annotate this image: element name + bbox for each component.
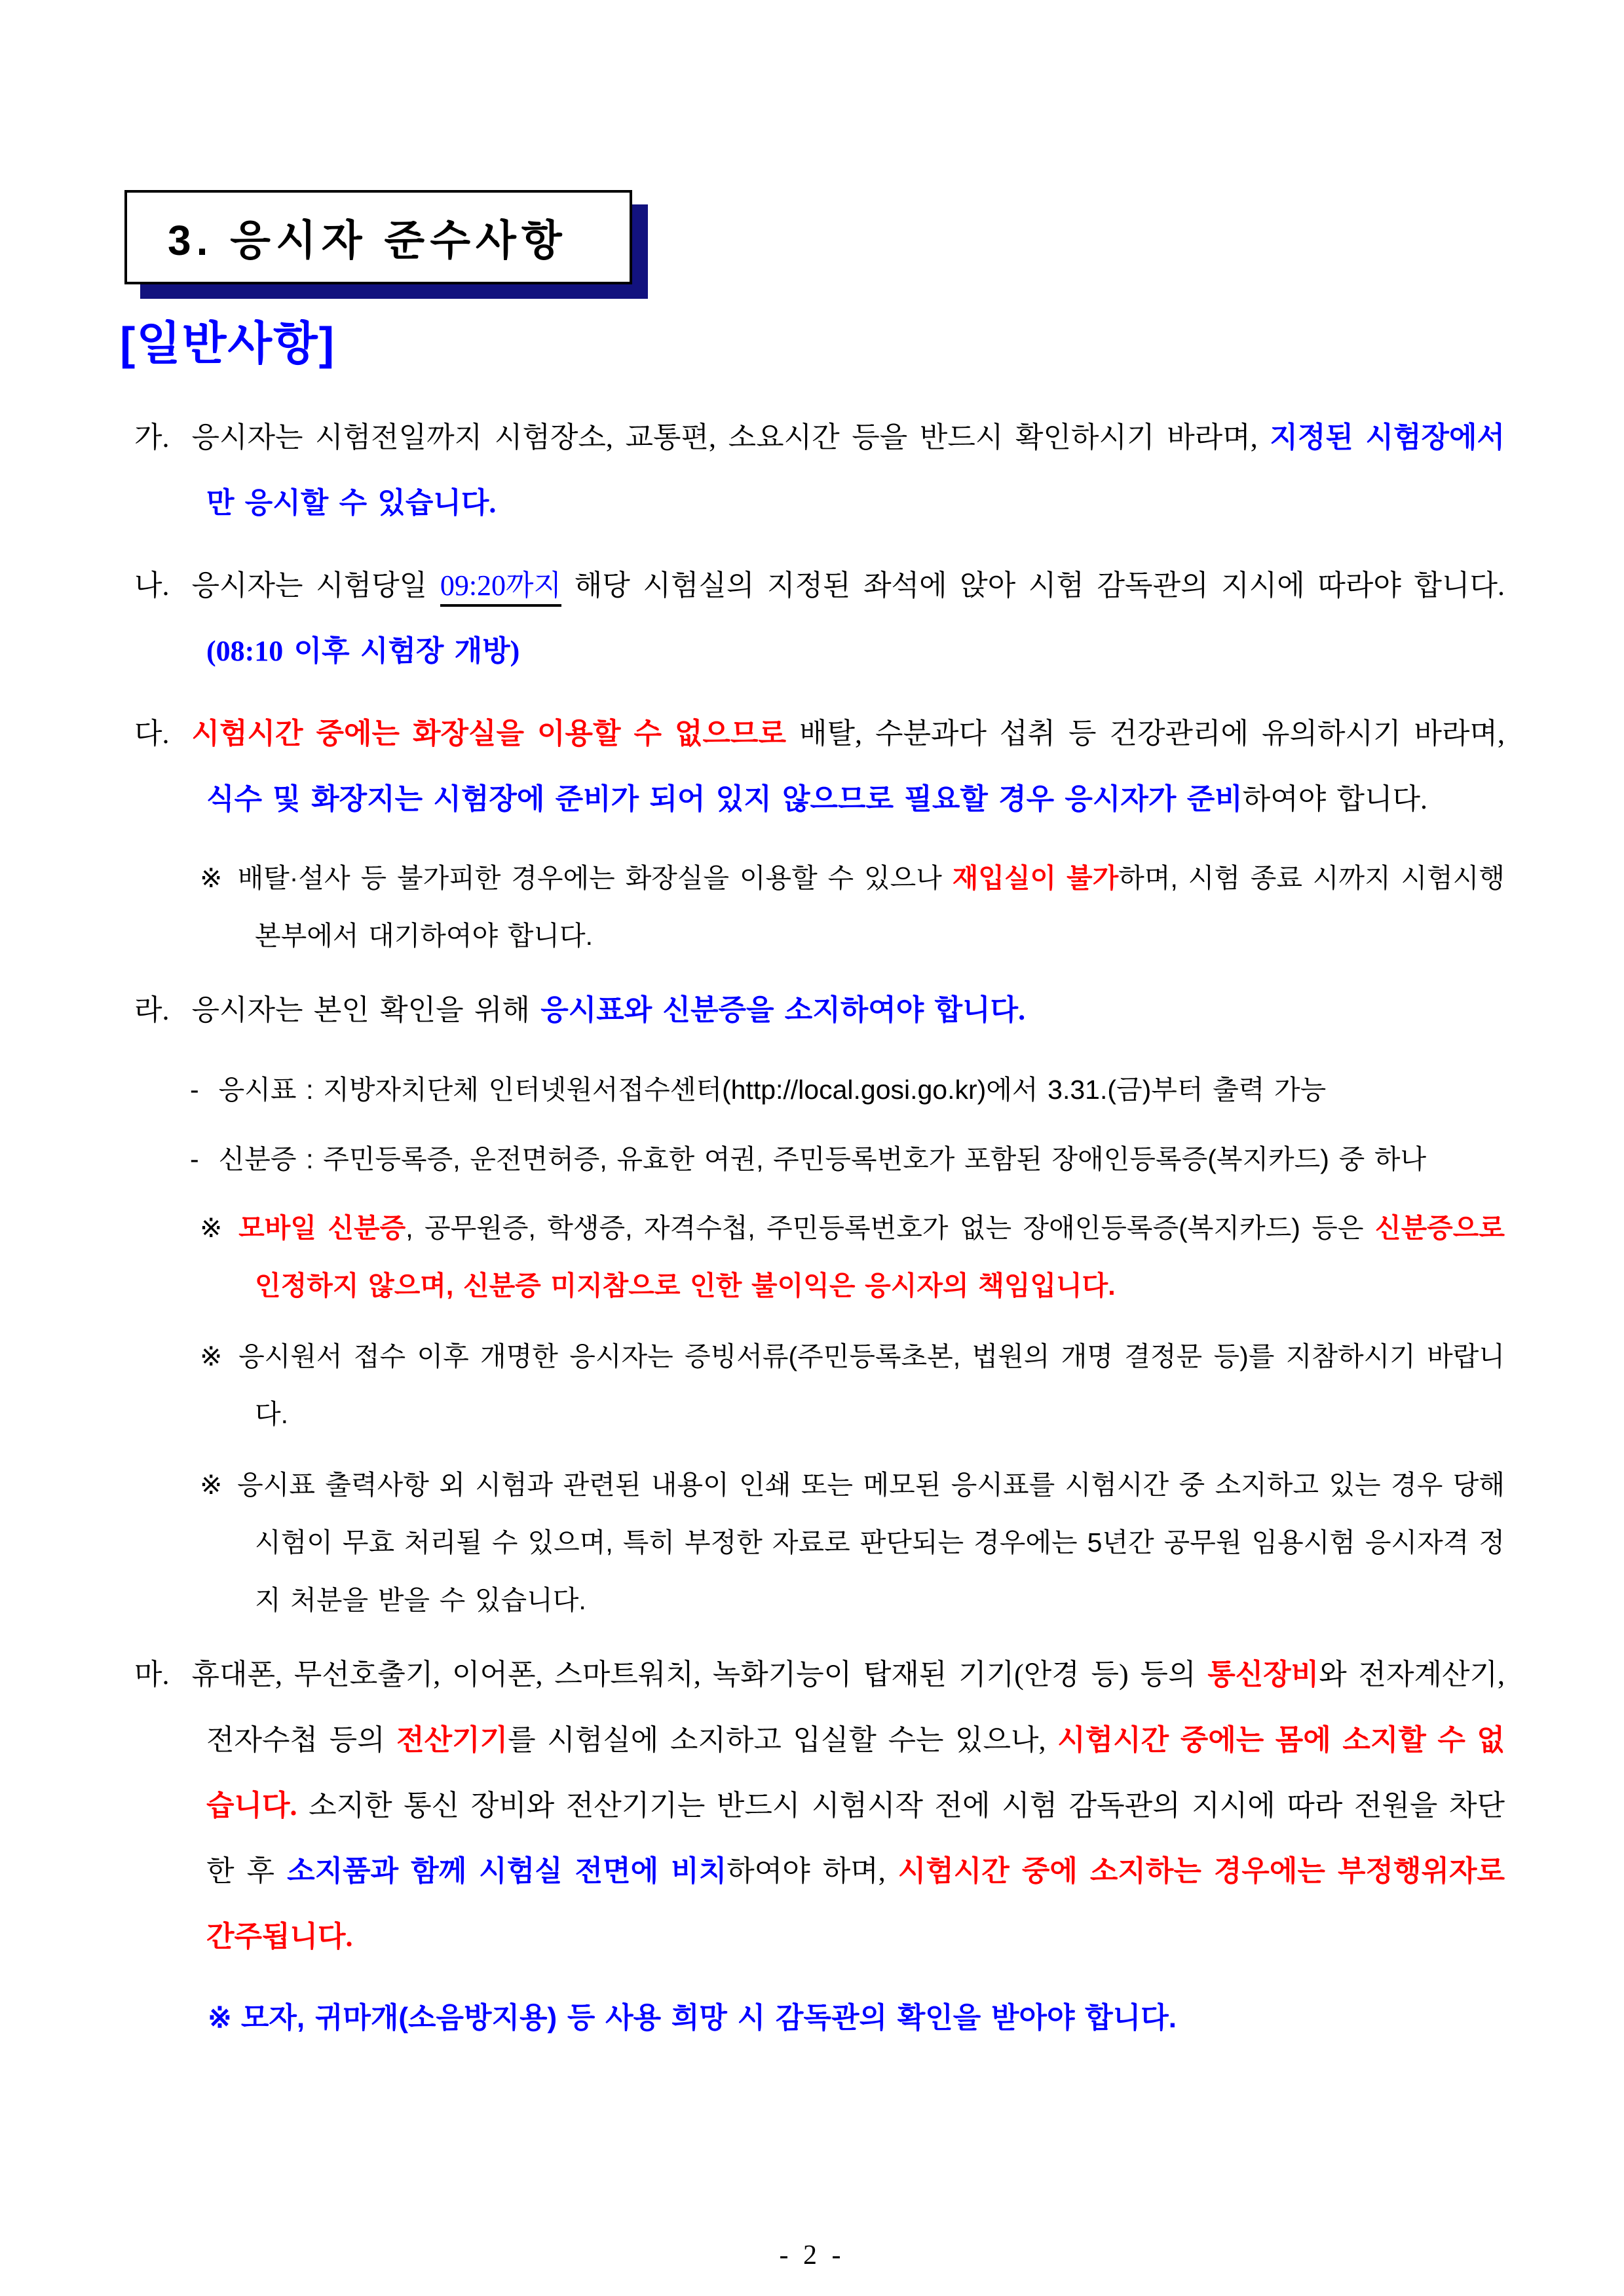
text-segment: 소지한 통신 장비와 전산기기는 반드시 시험시작 전에 시험 감독관의 지시에 따라 전원을 차단한 후 bbox=[206, 1789, 1505, 1887]
text-segment: 하여야 하며, bbox=[727, 1855, 898, 1887]
text-segment: 하며, 시험 종료 시까지 시험시행본부에서 대기하여야 합니다. bbox=[255, 863, 1505, 951]
note-printed-ticket bbox=[200, 1456, 1505, 1629]
text-segment: 응시자는 본인 확인을 위해 bbox=[191, 994, 541, 1026]
clause-ma-label: 마. bbox=[134, 1658, 170, 1691]
content-area bbox=[134, 405, 1505, 2050]
text-segment: 응시표 출력사항 외 시험과 관련된 내용이 인쇄 또는 메모된 응시표를 시험시간 중 소지하고 있는 경우 당해시험이 무효 처리될 수 있으며, 특히 부정한 자료로 판단되는 경우에는 5년간 공무원 임용시험 응시자격 정지 처분을 받을 수 있습니다. bbox=[237, 1470, 1505, 1615]
text-segment: 휴대폰, 무선호출기, 이어폰, 스마트워치, 녹화기능이 탑재된 기기(안경 등) 등의 bbox=[191, 1658, 1208, 1691]
text-segment: 지정된 시험장에서만 응시할 수 있습니다. bbox=[206, 421, 1505, 519]
clause-da-text bbox=[192, 718, 1505, 815]
section-title-box bbox=[124, 190, 632, 284]
text-segment: 응시원서 접수 이후 개명한 응시자는 증빙서류(주민등록초본, 법원의 개명 결정문 등)를 지참하시기 바랍니다. bbox=[238, 1341, 1505, 1429]
section-title: 3. 응시자 준수사항 bbox=[168, 217, 567, 264]
note-printed-ticket-text bbox=[237, 1470, 1505, 1615]
subitem-id-card bbox=[190, 1130, 1505, 1189]
clause-ma bbox=[134, 1642, 1505, 1970]
text-segment: 응시표 : 지방자치단체 인터넷원서접수센터(http://local.gosi.go.kr)에서 3.31.(금)부터 출력 가능 bbox=[218, 1075, 1327, 1105]
text-segment: 응시표와 신분증을 소지하여야 합니다. bbox=[540, 994, 1026, 1026]
text-segment: 시험시간 중에 소지하는 경우에는 부정행위자로 간주됩니다. bbox=[206, 1855, 1505, 1953]
text-segment: 하여야 합니다. bbox=[1242, 783, 1428, 815]
page-number: - 2 - bbox=[779, 2240, 845, 2270]
text-segment: 통신장비 bbox=[1207, 1658, 1319, 1691]
text-segment: 시험시간 중에는 화장실을 이용할 수 없으므로 bbox=[191, 718, 787, 750]
text-segment: 신분증 : 주민등록증, 운전면허증, 유효한 여권, 주민등록번호가 포함된 장애인등록증(복지카드) 중 하나 bbox=[218, 1144, 1427, 1174]
text-segment: 소지품과 함께 시험실 전면에 비치 bbox=[287, 1855, 727, 1887]
note-marker: ※ bbox=[200, 1341, 225, 1371]
subitem-id-card-text bbox=[219, 1144, 1426, 1174]
clause-ga-label: 가. bbox=[134, 421, 170, 453]
clause-ma-text bbox=[192, 1658, 1505, 1953]
clause-ga bbox=[134, 405, 1505, 536]
subsection-heading: [일반사항] bbox=[120, 318, 336, 369]
note-hat-earplug bbox=[208, 1987, 1505, 2050]
text-segment: 신분증으로 인정하지 않으며, 신분증 미지참으로 인한 불이익은 응시자의 책임입니다. bbox=[255, 1213, 1505, 1301]
text-segment: 모바일 신분증 bbox=[238, 1213, 406, 1243]
text-segment: 를 시험실에 소지하고 입실할 수는 있으나, bbox=[508, 1724, 1058, 1756]
subitem-dash: - bbox=[190, 1144, 199, 1174]
text-segment: 배탈·설사 등 불가피한 경우에는 화장실을 이용할 수 있으나 bbox=[237, 863, 953, 893]
subitem-exam-ticket-text bbox=[219, 1075, 1327, 1105]
text-segment: 전산기기 bbox=[396, 1724, 508, 1756]
clause-ga-text bbox=[192, 421, 1505, 519]
text-segment: 응시자는 시험전일까지 시험장소, 교통편, 소요시간 등을 반드시 확인하시기 바라며, bbox=[191, 421, 1270, 453]
clause-da-label: 다. bbox=[134, 718, 170, 750]
note-marker: ※ bbox=[200, 1470, 223, 1500]
note-mobile-id-text bbox=[238, 1213, 1505, 1301]
note-marker: ※ bbox=[208, 2002, 232, 2034]
text-segment: 시험시간 중에는 몸에 소지할 수 없습니다. bbox=[206, 1724, 1505, 1822]
clause-na-text bbox=[192, 569, 1505, 667]
note-marker: ※ bbox=[200, 863, 223, 893]
note-rename-text bbox=[238, 1341, 1505, 1429]
note-rename bbox=[200, 1328, 1505, 1443]
text-segment: 09:20까지 bbox=[440, 569, 561, 607]
note-mobile-id bbox=[200, 1199, 1505, 1314]
text-segment: 식수 및 화장지는 시험장에 준비가 되어 있지 않으므로 필요할 경우 응시자가 준비 bbox=[206, 783, 1243, 815]
clause-na-label: 나. bbox=[134, 569, 170, 602]
text-segment: 배탈, 수분과다 섭취 등 건강관리에 유의하시기 바라며, bbox=[786, 718, 1505, 750]
text-segment: 응시자는 시험당일 bbox=[191, 569, 440, 602]
text-segment: 해당 시험실의 지정된 좌석에 앉아 시험 감독관의 지시에 따라야 합니다. bbox=[561, 569, 1505, 602]
text-segment: , 공무원증, 학생증, 자격수첩, 주민등록번호가 없는 장애인등록증(복지카드) 등은 bbox=[406, 1213, 1375, 1243]
clause-na bbox=[134, 553, 1505, 684]
text-segment: (08:10 이후 시험장 개방) bbox=[206, 635, 520, 667]
subitem-dash: - bbox=[190, 1075, 199, 1105]
subitem-exam-ticket bbox=[190, 1060, 1505, 1119]
note-hat-earplug-text bbox=[241, 2002, 1177, 2034]
clause-ra-label: 라. bbox=[134, 994, 170, 1026]
clause-ra bbox=[134, 978, 1505, 1043]
note-marker: ※ bbox=[200, 1213, 225, 1243]
clause-ra-text bbox=[192, 994, 1026, 1026]
clause-da bbox=[134, 701, 1505, 832]
note-restroom bbox=[200, 849, 1505, 965]
text-segment: 재입실이 불가 bbox=[952, 863, 1119, 893]
text-segment: 와 전자계산기, 전자수첩 등의 bbox=[206, 1658, 1505, 1756]
text-segment: 모자, 귀마개(소음방지용) 등 사용 희망 시 감독관의 확인을 받아야 합니다. bbox=[240, 2002, 1177, 2034]
note-restroom-text bbox=[238, 863, 1505, 951]
